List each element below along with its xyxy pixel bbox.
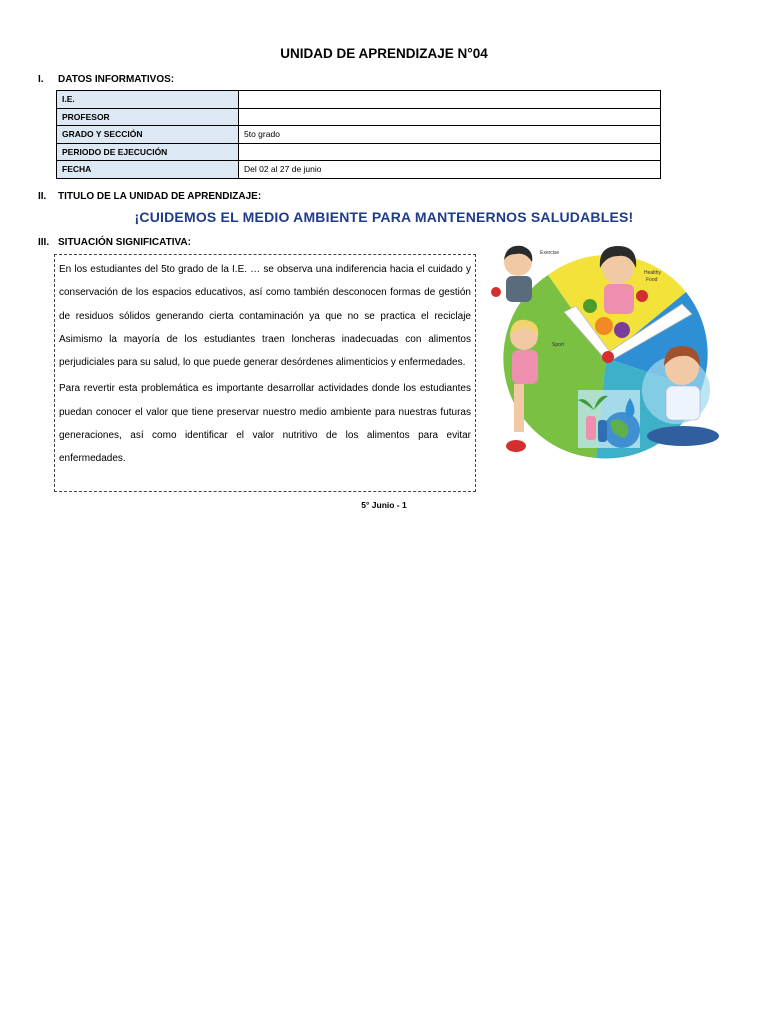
table-row <box>57 108 661 126</box>
food-lettuce <box>583 299 597 313</box>
kid-meditate-legs <box>647 426 719 446</box>
person-blue <box>598 420 607 442</box>
table-row <box>57 143 661 161</box>
info-value-profesor <box>239 108 661 126</box>
situation-box <box>54 254 476 492</box>
section-label: SITUACIÓN SIGNIFICATIVA: <box>58 237 191 248</box>
healthy-lifestyle-illustration <box>486 240 726 465</box>
kid-exercise-body <box>506 276 532 302</box>
table-row <box>57 161 661 179</box>
person-pink <box>586 416 596 440</box>
info-value-grado: 5to grado <box>239 126 661 144</box>
situation-paragraph-1: En los estudiantes del 5to grado de la I.E. … se observa una indiferencia hacia el cuidado y conservación de los espacios educativos, así como también desconocen formas de gestión de residuos sólidos generando cierta contaminación ya que no se practica el reciclaje Asimismo la mayoría de los estudiantes traen loncheras inadecuadas con alimentos perjudiciales para su salud, lo que puede generar desórdenes alimenticios y enfermedades. <box>59 264 471 369</box>
kid-sport-legs <box>514 384 524 432</box>
food-apple <box>636 290 648 302</box>
section-number: II. <box>38 191 47 202</box>
kid-food-body <box>604 284 634 314</box>
label-sport: Sport <box>552 342 564 348</box>
section-label: DATOS INFORMATIVOS: <box>58 74 175 85</box>
info-label-profesor: PROFESOR <box>57 108 239 126</box>
section-situacion <box>38 237 191 248</box>
food-grapes <box>614 322 630 338</box>
kid-meditate-body <box>666 386 700 420</box>
table-row <box>57 91 661 109</box>
section-titulo-unidad <box>38 191 261 202</box>
kid-sport-shoe <box>506 440 526 452</box>
food-carrot <box>595 317 613 335</box>
info-value-fecha: Del 02 al 27 de junio <box>239 161 661 179</box>
section-label: TITULO DE LA UNIDAD DE APRENDIZAJE: <box>58 191 262 202</box>
situation-paragraph-2: Para revertir esta problemática es importante desarrollar actividades donde los estudiantes puedan conocer el valor que tiene preservar nuestro medio ambiente para nuestras futuras generaciones, así como identificar el valor nutritivo de los alimentos para evitar enfermedades. <box>59 383 471 465</box>
section-number: III. <box>38 237 50 248</box>
section-datos-informativos <box>38 74 174 85</box>
info-table <box>56 90 661 179</box>
kid-exercise-dumbbell <box>491 287 501 297</box>
info-label-periodo: PERIODO DE EJECUCIÓN <box>57 143 239 161</box>
info-label-ie: I.E. <box>57 91 239 109</box>
label-exercise: Exercise <box>540 250 560 256</box>
section-number: I. <box>38 74 44 85</box>
clock-center <box>602 351 614 363</box>
info-label-fecha: FECHA <box>57 161 239 179</box>
info-value-periodo <box>239 143 661 161</box>
label-food: Food <box>646 277 658 283</box>
page-title: UNIDAD DE APRENDIZAJE N°04 <box>280 46 488 61</box>
unit-title: ¡CUIDEMOS EL MEDIO AMBIENTE PARA MANTENERNOS SALUDABLES! <box>134 209 634 225</box>
label-healthy: Healthy <box>644 270 661 276</box>
info-value-ie <box>239 91 661 109</box>
kid-sport-body <box>512 350 538 384</box>
page-footer: 5° Junio - 1 <box>361 500 407 510</box>
table-row <box>57 126 661 144</box>
info-label-grado: GRADO Y SECCIÓN <box>57 126 239 144</box>
